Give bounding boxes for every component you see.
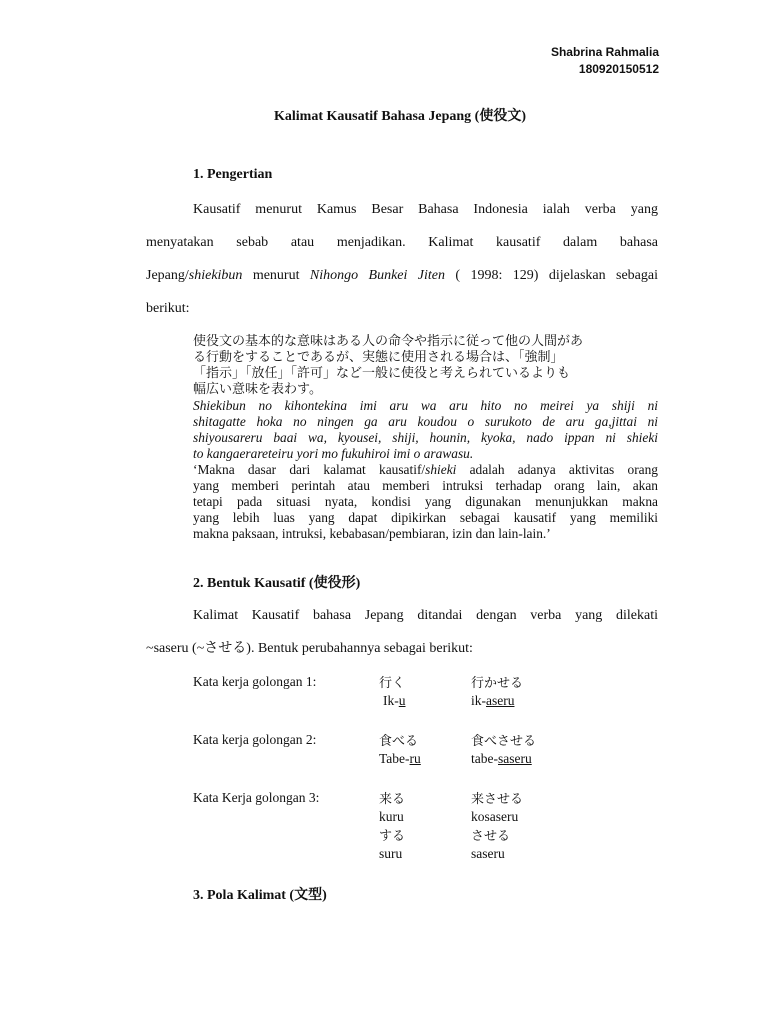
group-1-causative-jp: 行かせる [471,676,524,691]
section-1-heading: 1. Pengertian [193,167,273,182]
group-2-verb-romaji [379,751,421,767]
group-1-verb-jp: 行く [379,676,406,691]
paragraph-line: menyatakan sebab atau menjadikan. Kalimat kausatif dalam bahasa [146,235,658,250]
quote-jp-line: 幅広い意味を表わす。 [193,382,322,397]
group-2-label: Kata kerja golongan 2: [193,732,317,747]
group-2-causative-jp: 食べさせる [471,734,537,749]
text-span: ( 1998: 129) dijelaskan sebagai [445,268,658,283]
stem: Ik- [383,693,399,708]
group-1-label: Kata kerja golongan 1: [193,674,317,689]
quote-translation [193,462,658,542]
paragraph-line: berikut: [146,301,190,316]
paragraph-line: ~saseru (~させる). Bentuk perubahannya sebagai berikut: [146,641,473,656]
section-2-heading: 2. Bentuk Kausatif (使役形) [193,576,361,591]
group-3-verb-jp: 来る [379,792,406,807]
italic-term: shieki [425,462,457,477]
group-3-causative2-romaji: saseru [471,846,505,861]
text-span: menurut [242,268,310,283]
ending: u [398,693,406,708]
group-3-label: Kata Kerja golongan 3: [193,790,320,805]
section-1-paragraph [146,200,658,332]
text-span: ‘Makna dasar dari kalamat kausatif/ [193,462,426,477]
quote-translation-line [193,462,658,478]
text-span: adalah adanya aktivitas orang [456,462,658,477]
quote-translation-line: tetapi pada situasi nyata, kondisi yang digunakan menunjukkan makna [193,494,658,509]
italic-term: shiekibun [188,268,243,283]
quote-jp-line: 「指示」「放任」「許可」など一般に使役と考えられているよりも [193,366,571,381]
quote-romaji-line: shiyousareru baai wa, kyousei, shiji, hounin, kyoka, nado ippan ni shieki [193,430,658,445]
section-2-paragraph [146,606,658,672]
quote-translation-line: yang memberi perintah atau memberi intruksi terhadap orang lain, akan [193,478,658,493]
group-2-verb-jp: 食べる [379,734,419,749]
group-1-causative-romaji [471,693,514,709]
group-3-causative2-jp: させる [471,829,511,844]
quote-romaji-line: Shiekibun no kihontekina imi aru wa aru hito no meirei ya shiji ni [193,398,658,413]
paragraph-line [146,266,658,299]
quote-jp-line: る行動をすることであるが、実態に使用される場合は、「強制」 [193,350,564,365]
paragraph-line: Kalimat Kausatif bahasa Jepang ditandai dengan verba yang dilekati [193,608,658,623]
quote-romaji [193,398,658,462]
student-id: 180920150512 [578,62,659,76]
ending: ru [409,751,421,766]
quote-translation-line: yang lebih luas yang dapat dipikirkan sebagai kausatif yang memiliki [193,510,658,525]
block-quote [193,334,658,542]
quote-japanese [193,334,658,398]
group-3-verb2-romaji: suru [379,846,403,861]
italic-source: Nihongo Bunkei Jiten [309,268,446,283]
ending: saseru [497,751,532,766]
quote-romaji-line: shitagatte hoka no ningen ga aru koudou o surukoto de aru ga,jittai ni [193,414,658,429]
document-title: Kalimat Kausatif Bahasa Jepang (使役文) [273,109,526,124]
stem: tabe- [471,751,498,766]
quote-romaji-line: to kangaerareteiru yori mo fukuhiroi imi o arawasu. [193,446,474,461]
quote-translation-line: makna paksaan, intruksi, kebabasan/pembiaran, izin dan lain-lain.’ [193,526,551,541]
group-3-verb2-jp: する [379,829,406,844]
stem: ik- [471,693,486,708]
quote-jp-line: 使役文の基本的な意味はある人の命令や指示に従って他の人間があ [193,334,584,349]
group-1-verb-romaji [383,693,406,709]
text-span: Jepang/ [146,268,189,283]
author-name: Shabrina Rahmalia [550,45,659,59]
group-2-causative-romaji [471,751,532,767]
group-3-causative-jp: 来させる [471,792,524,807]
paragraph-line: Kausatif menurut Kamus Besar Bahasa Indonesia ialah verba yang [193,202,658,217]
ending: aseru [486,693,515,708]
section-3-heading: 3. Pola Kalimat (文型) [193,888,327,903]
stem: Tabe- [379,751,410,766]
group-3-causative-romaji: kosaseru [471,809,519,824]
group-3-verb-romaji: kuru [379,809,404,824]
